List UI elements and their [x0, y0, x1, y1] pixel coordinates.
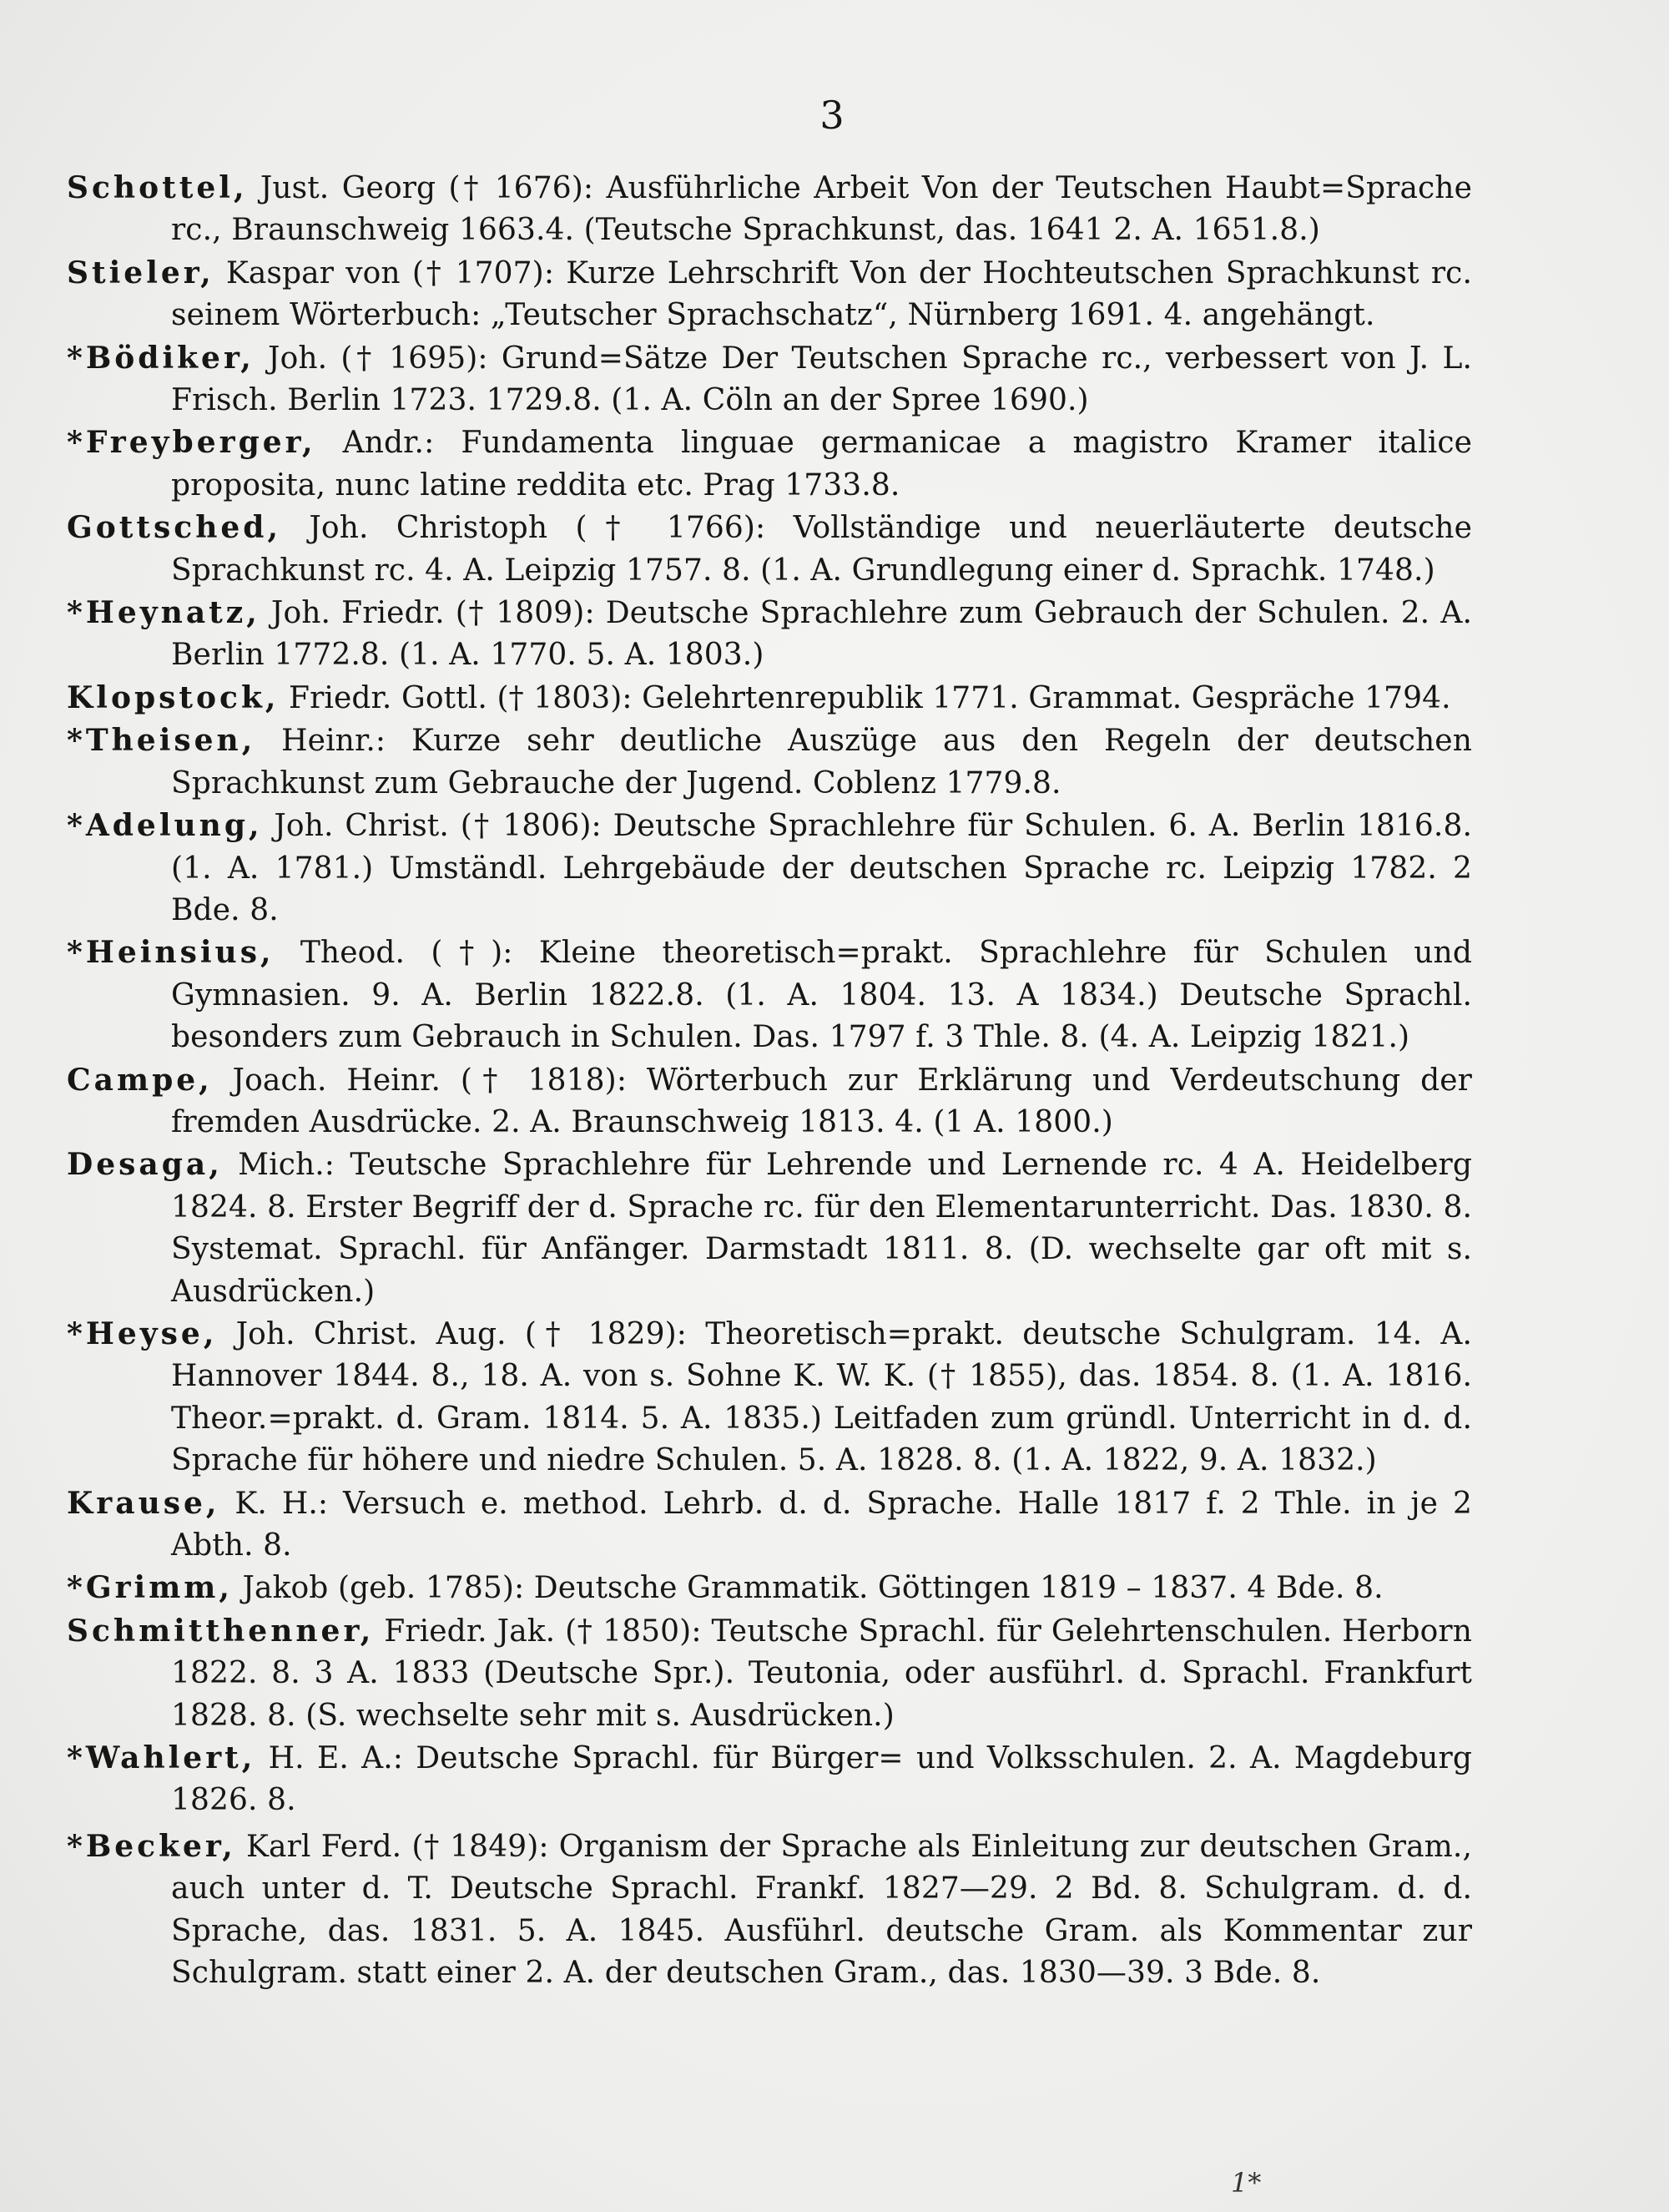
entry-text: H. E. A.: Deutsche Sprachl. für Bürger= und Volksschulen. 2. A. Magdeburg 1826. 8.	[171, 1741, 1472, 1818]
entry-text: Heinr.: Kurze sehr deutliche Auszüge aus den Regeln der deutschen Sprachkunst zum Gebrauche der Jugend. Coblenz 1779.8.	[171, 724, 1472, 800]
entry-text: Karl Ferd. († 1849): Organism der Sprache als Einleitung zur deutschen Gram., auch unter d. T. Deutsche Sprachl. Frankf. 1827—29. 2 Bd. 8. Schulgram. d. d. Sprache, das. 1831. 5. A. 1845. Ausführl. deutsche Gram. als Kommentar zur Schulgram. statt einer 2. A. der deutschen Gram., das. 1830—39. 3 Bde. 8.	[171, 1829, 1472, 1991]
entry-text: Mich.: Teutsche Sprachlehre für Lehrende und Lernende rc. 4 A. Heidelberg 1824. 8. Erster Begriff der d. Sprache rc. für den Elementarunterricht. Das. 1830. 8. Systemat. Sprachl. für Anfänger. Darmstadt 1811. 8. (D. wechselte gar oft mit s. Ausdrücken.)	[171, 1148, 1472, 1309]
bibliography-entry	[67, 592, 1472, 677]
entry-author: Campe,	[67, 1062, 213, 1098]
bibliography-entry	[67, 1737, 1472, 1822]
entry-text: Joh. († 1695): Grund=Sätze Der Teutschen Sprache rc., verbessert von J. L. Frisch. Berlin 1723. 1729.8. (1. A. Cöln an der Spree 1690.)	[171, 341, 1472, 418]
entry-text: Just. Georg († 1676): Ausführliche Arbeit Von der Teutschen Haubt=Sprache rc., Braunschweig 1663.4. (Teutsche Sprachkunst, das. 1641 2. A. 1651.8.)	[171, 171, 1472, 248]
entry-text: Friedr. Gottl. († 1803): Gelehrtenrepublik 1771. Grammat. Gespräche 1794.	[279, 680, 1451, 715]
entry-author: Krause,	[67, 1485, 220, 1521]
bibliography-entry	[67, 1567, 1472, 1609]
bibliography-list	[67, 167, 1472, 1994]
entry-author: *Heinsius,	[67, 935, 275, 971]
entry-text: Andr.: Fundamenta linguae germanicae a magistro Kramer italice proposita, nunc latine reddita etc. Prag 1733.8.	[171, 426, 1472, 502]
page-number: 3	[819, 93, 845, 138]
entry-author: *Theisen,	[67, 723, 256, 759]
bibliography-entry	[67, 422, 1472, 507]
bibliography-entry	[67, 507, 1472, 592]
entry-author: *Becker,	[67, 1828, 236, 1864]
bibliography-entry	[67, 677, 1472, 720]
entry-author: *Heyse,	[67, 1316, 218, 1351]
entry-text: Joh. Christoph († 1766): Vollständige und neuerläuterte deutsche Sprachkunst rc. 4. A. Leipzig 1757. 8. (1. A. Grundlegung einer d. Sprachk. 1748.)	[171, 511, 1472, 588]
entry-author: *Bödiker,	[67, 340, 255, 376]
entry-author: *Adelung,	[67, 808, 263, 844]
entry-text: Joach. Heinr. († 1818): Wörterbuch zur Erklärung und Verdeutschung der fremden Ausdrücke. 2. A. Braunschweig 1813. 4. (1 A. 1800.)	[171, 1063, 1472, 1139]
bibliography-entry	[67, 337, 1472, 422]
bibliography-entry	[67, 167, 1472, 252]
entry-author: Desaga,	[67, 1147, 223, 1183]
signature-mark: 1*	[1231, 2167, 1262, 2199]
bibliography-entry	[67, 1610, 1472, 1737]
entry-author: Schottel,	[67, 170, 248, 205]
entry-text: Friedr. Jak. († 1850): Teutsche Sprachl. für Gelehrtenschulen. Herborn 1822. 8. 3 A. 1833 (Deutsche Spr.). Teutonia, oder ausführl. d. Sprachl. Frankfurt 1828. 8. (S. wechselte sehr mit s. Ausdrücken.)	[171, 1614, 1472, 1733]
bibliography-entry	[67, 720, 1472, 805]
entry-text: Joh. Friedr. († 1809): Deutsche Sprachlehre zum Gebrauch der Schulen. 2. A. Berlin 1772.8. (1. A. 1770. 5. A. 1803.)	[171, 596, 1472, 673]
bibliography-entry	[67, 805, 1472, 932]
entry-author: *Wahlert,	[67, 1740, 256, 1776]
bibliography-entry	[67, 252, 1472, 337]
entry-text: Joh. Christ. († 1806): Deutsche Sprachlehre für Schulen. 6. A. Berlin 1816.8. (1. A. 1781.) Umständl. Lehrgebäude der deutschen Sprache rc. Leipzig 1782. 2 Bde. 8.	[171, 809, 1472, 927]
bibliography-entry	[67, 1144, 1472, 1313]
bibliography-entry	[67, 1313, 1472, 1482]
bibliography-entry	[67, 932, 1472, 1058]
entry-text: Kaspar von († 1707): Kurze Lehrschrift Von der Hochteutschen Sprachkunst rc. seinem Wörterbuch: „Teutscher Sprachschatz“, Nürnberg 1691. 4. angehängt.	[171, 255, 1472, 333]
entry-author: *Grimm,	[67, 1570, 233, 1606]
bibliography-entry	[67, 1482, 1472, 1568]
entry-text: K. H.: Versuch e. method. Lehrb. d. d. Sprache. Halle 1817 f. 2 Thle. in je 2 Abth. 8.	[171, 1486, 1472, 1563]
bibliography-entry	[67, 1059, 1472, 1144]
entry-author: Gottsched,	[67, 510, 281, 546]
entry-author: *Heynatz,	[67, 595, 260, 631]
entry-author: Stieler,	[67, 255, 214, 290]
entry-author: *Freyberger,	[67, 425, 316, 461]
bibliography-entry	[67, 1826, 1472, 1995]
entry-author: Klopstock,	[67, 679, 280, 715]
entry-author: Schmitthenner,	[67, 1613, 375, 1649]
entry-text: Joh. Christ. Aug. († 1829): Theoretisch=prakt. deutsche Schulgram. 14. A. Hannover 1844. 8., 18. A. von s. Sohne K. W. K. († 1855), das. 1854. 8. (1. A. 1816. Theor.=prakt. d. Gram. 1814. 5. A. 1835.) Leitfaden zum gründl. Unterricht in d. d. Sprache für höhere und niedre Schulen. 5. A. 1828. 8. (1. A. 1822, 9. A. 1832.)	[171, 1316, 1472, 1478]
entry-text: Jakob (geb. 1785): Deutsche Grammatik. Göttingen 1819 – 1837. 4 Bde. 8.	[232, 1571, 1384, 1606]
entry-text: Theod. (†): Kleine theoretisch=prakt. Sprachlehre für Schulen und Gymnasien. 9. A. Berlin 1822.8. (1. A. 1804. 13. A 1834.) Deutsche Sprachl. besonders zum Gebrauch in Schulen. Das. 1797 f. 3 Thle. 8. (4. A. Leipzig 1821.)	[171, 936, 1472, 1055]
